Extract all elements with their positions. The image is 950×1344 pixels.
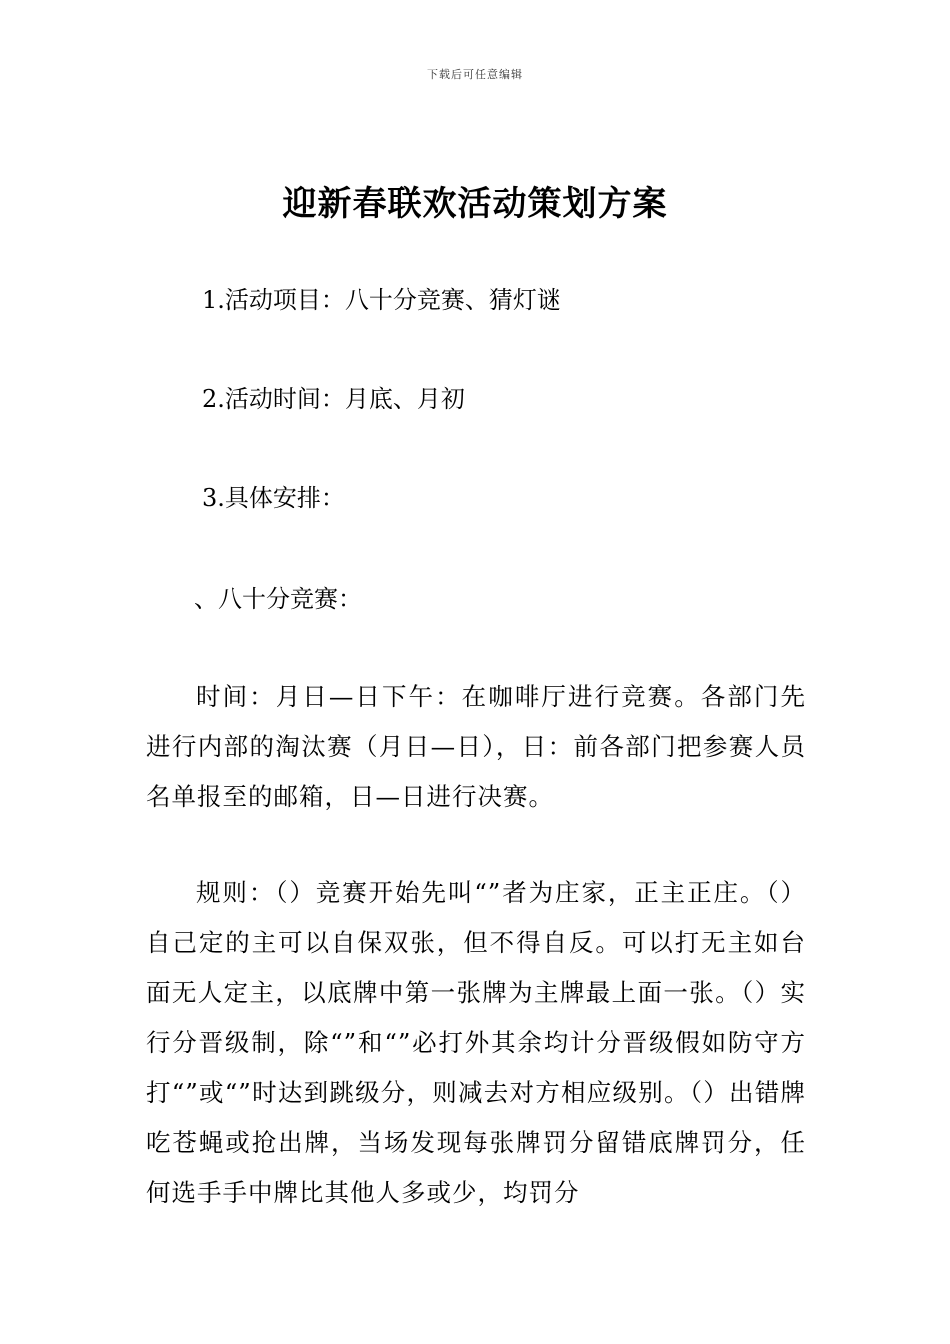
page-title: 迎新春联欢活动策划方案 xyxy=(282,184,668,224)
item-arrangement: 3.具体安排： xyxy=(202,484,345,512)
item-activity-project: 1.活动项目：八十分竞赛、猜灯谜 xyxy=(202,286,561,314)
item-activity-time: 2.活动时间：月底、月初 xyxy=(202,385,465,413)
paragraph-time: 时间：月日—日下午：在咖啡厅进行竞赛。各部门先进行内部的淘汰赛（月日—日），日：前各部门把参赛人员名单报至的邮箱，日—日进行决赛。 xyxy=(146,682,806,811)
paragraph-rules: 规则：（）竞赛开始先叫“”者为庄家，正主正庄。（）自己定的主可以自保双张，但不得自反。可以打无主如台面无人定主，以底牌中第一张牌为主牌最上面一张。（）实行分晋级制，除“”和“”必打外其余均计分晋级假如防守方打“”或“”时达到跳级分，则减去对方相应级别。（）出错牌吃苍蝇或抢出牌，当场发现每张牌罚分留错底牌罚分，任何选手手中牌比其他人多或少，均罚分 xyxy=(146,878,806,1207)
section-subheading: 、八十分竞赛： xyxy=(194,585,362,613)
header-note: 下载后可任意编辑 xyxy=(427,68,523,81)
